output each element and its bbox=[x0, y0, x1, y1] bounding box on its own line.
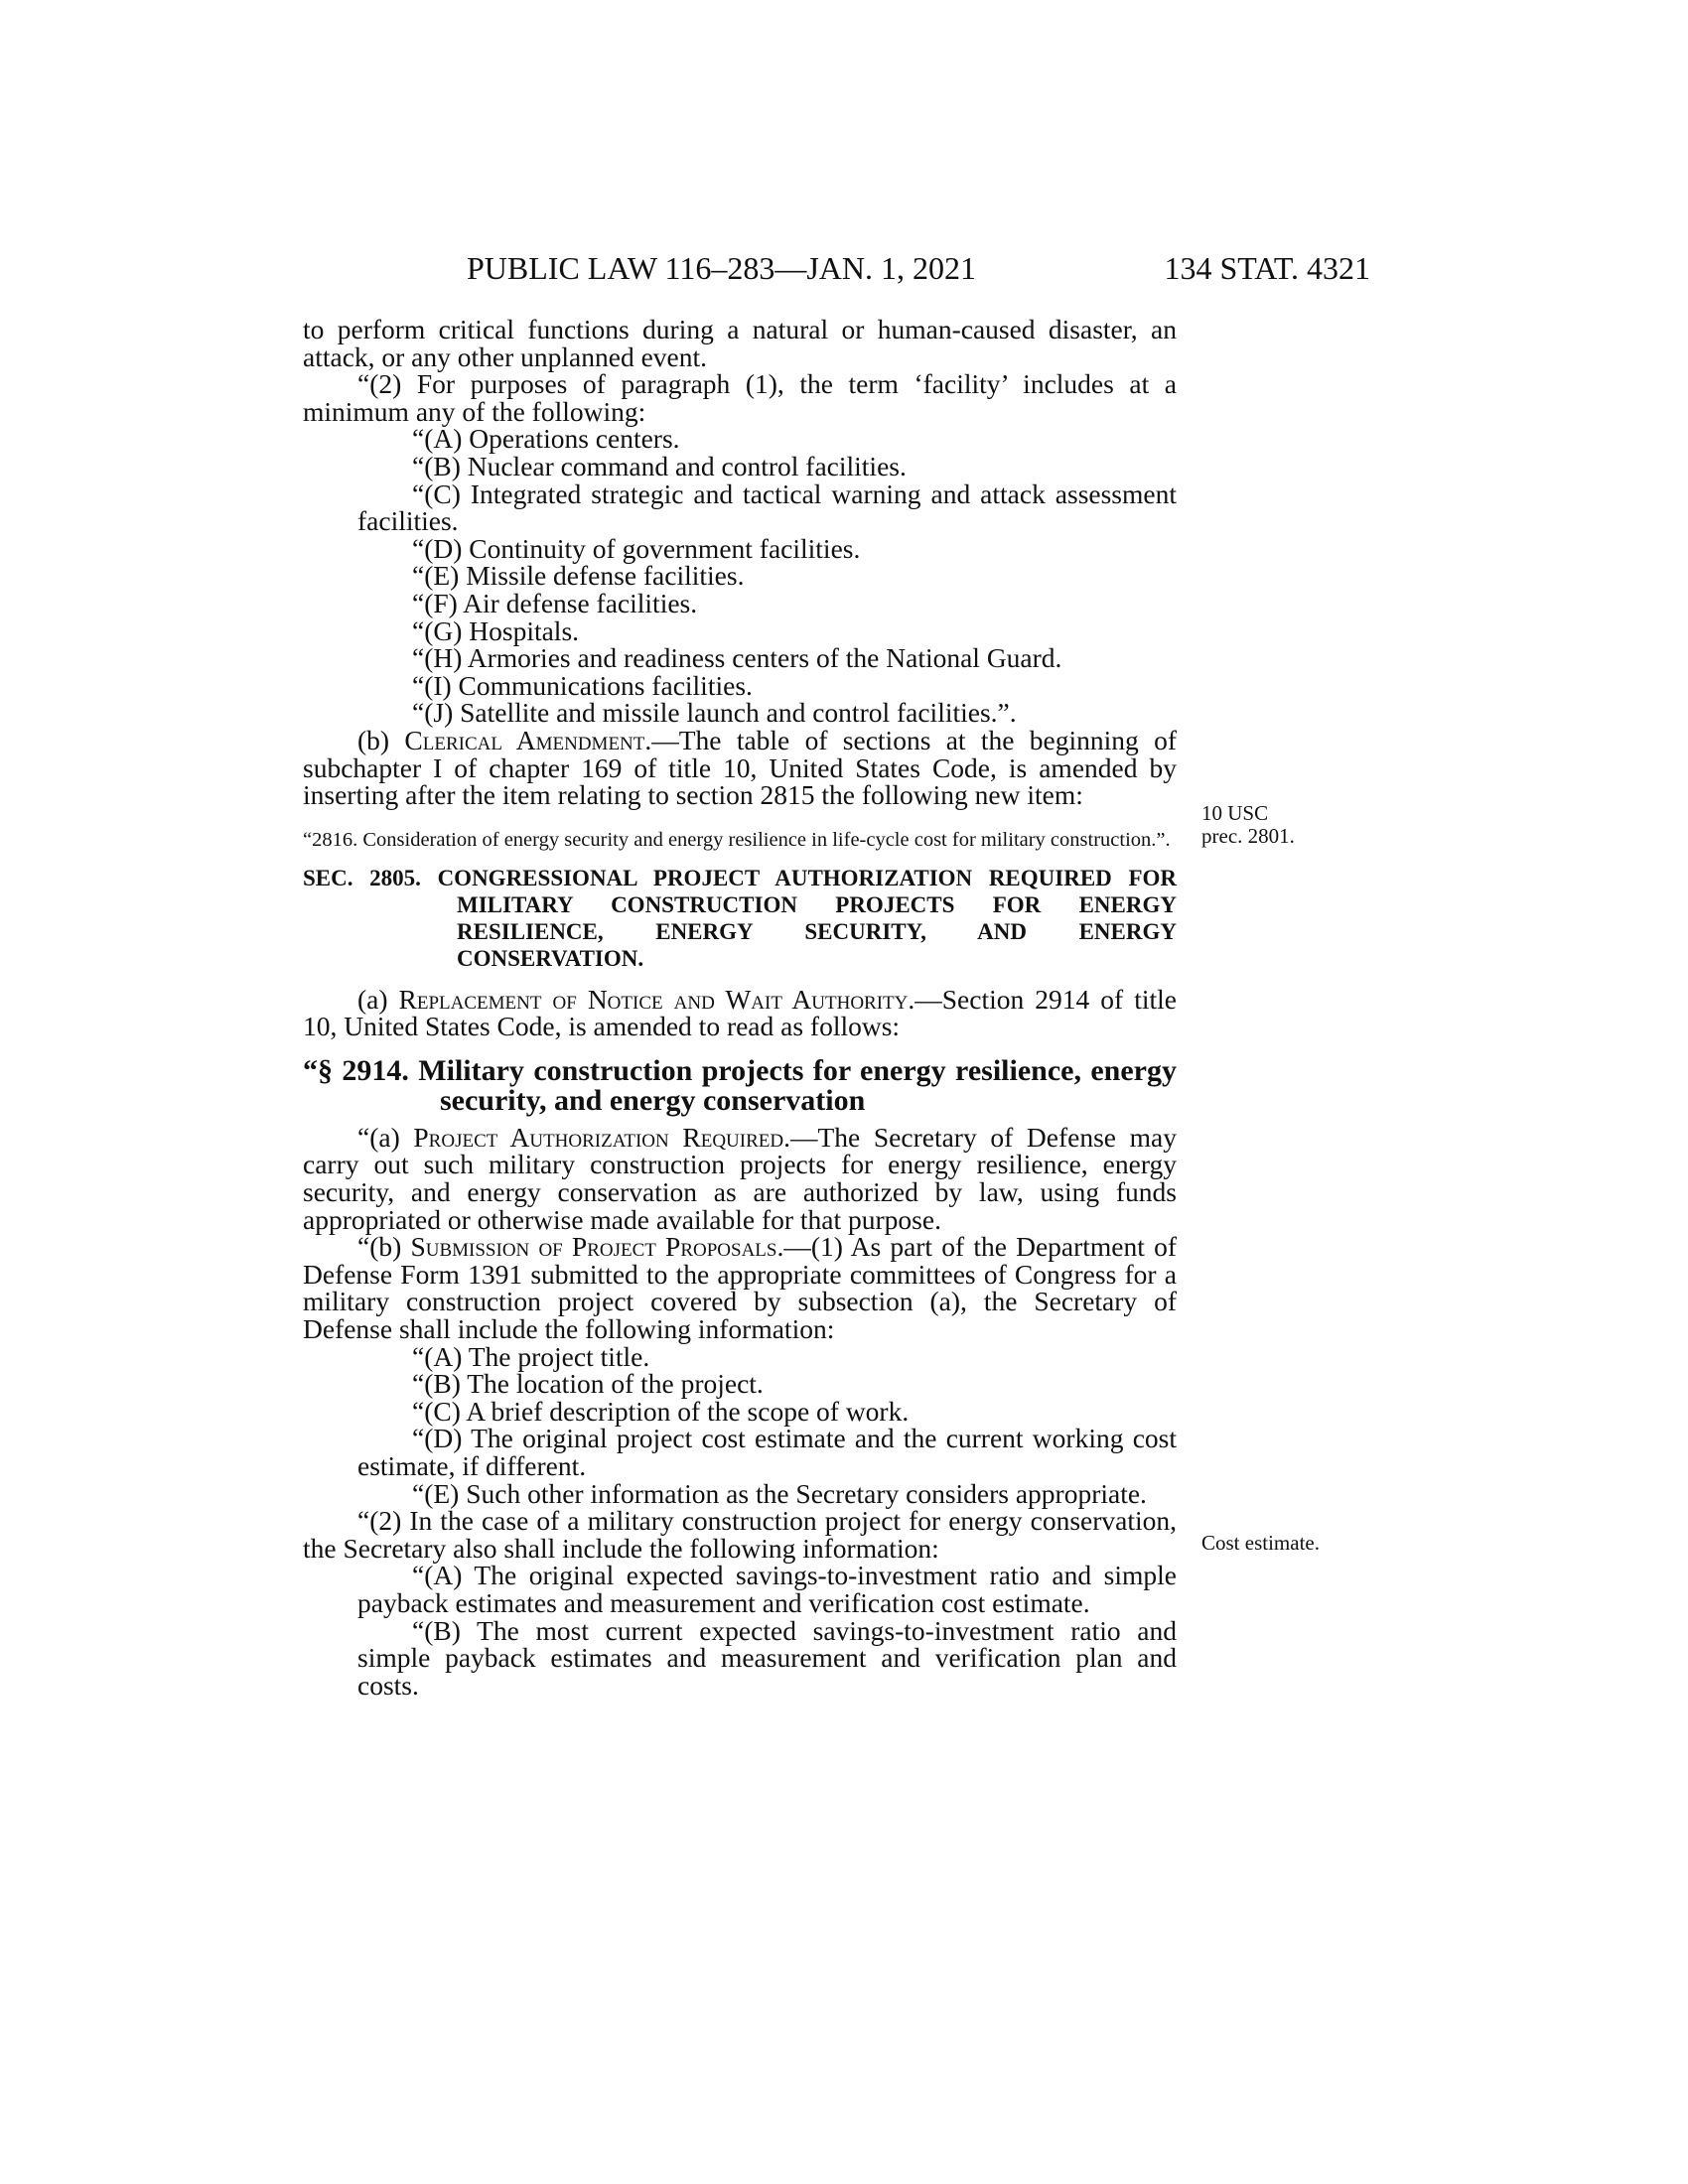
list-item-h: “(H) Armories and readiness centers of the National Guard. bbox=[412, 642, 1062, 674]
clerical-label: (b) bbox=[357, 724, 405, 755]
info-item-a: “(A) The project title. bbox=[412, 1340, 650, 1372]
list-item-a: “(A) Operations centers. bbox=[412, 423, 680, 455]
info-item-d: “(D) The original project cost estimate and the current working cost estimate, if different. bbox=[357, 1423, 1177, 1481]
list-item-c: “(C) Integrated strategic and tactical warning and attack assessment facilities. bbox=[357, 478, 1177, 537]
section-2914-heading: “§ 2914. Military construction projects for energy resilience, energy security, and energy conservation bbox=[303, 1053, 1177, 1117]
list-item-j: “(J) Satellite and missile launch and control facilities.”. bbox=[412, 697, 1017, 729]
list-item-d: “(D) Continuity of government facilities. bbox=[412, 532, 861, 564]
paragraph-energy-conservation: “(2) In the case of a military construction project for energy conservation, the Secretary also shall include the following information: bbox=[303, 1505, 1177, 1564]
info-item-b: “(B) The location of the project. bbox=[412, 1368, 764, 1400]
document-body bbox=[303, 316, 1177, 1699]
info-item-e: “(E) Such other information as the Secretary considers appropriate. bbox=[412, 1477, 1147, 1509]
paragraph-clerical-amendment bbox=[303, 724, 1177, 811]
list-item-e: “(E) Missile defense facilities. bbox=[412, 560, 745, 592]
margin-note-cost-estimate: Cost estimate. bbox=[1201, 1531, 1320, 1555]
submission-label: “(b) bbox=[357, 1231, 411, 1263]
list-item-f: “(F) Air defense facilities. bbox=[412, 587, 698, 618]
replacement-text: .—Section 2914 of title 10, United States Code, is amended to read as follows: bbox=[303, 983, 1177, 1042]
clerical-heading: Clerical Amendment bbox=[404, 724, 645, 755]
paragraph-continuation: to perform critical functions during a natural or human-caused disaster, an attack, or any other unplanned event. bbox=[303, 314, 1177, 372]
project-authorization-label: “(a) bbox=[357, 1121, 414, 1153]
margin-note-usc-line2: prec. 2801. bbox=[1201, 824, 1295, 848]
paragraph-2: “(2) For purposes of paragraph (1), the term ‘facility’ includes at a minimum any of the following: bbox=[303, 368, 1177, 427]
section-2805-heading: SEC. 2805. CONGRESSIONAL PROJECT AUTHORIZATION REQUIRED FOR MILITARY CONSTRUCTION PROJECTS FOR ENERGY RESILIENCE, ENERGY SECURITY, AND ENERGY CONSERVATION. bbox=[303, 865, 1177, 971]
conservation-item-a: “(A) The original expected savings-to-investment ratio and simple payback estimates and measurement and verification cost estimate. bbox=[357, 1560, 1177, 1618]
paragraph-submission bbox=[303, 1231, 1177, 1345]
margin-note-usc-line1: 10 USC bbox=[1201, 801, 1269, 825]
paragraph-replacement bbox=[303, 983, 1177, 1042]
project-authorization-text: .—The Secretary of Defense may carry out such military construction projects for energy resilience, energy security, and energy conservation as are authorized by law, using funds appropriated or otherwise made available for that purpose. bbox=[303, 1121, 1177, 1235]
submission-heading: Submission of Project Proposals bbox=[410, 1231, 777, 1263]
list-item-b: “(B) Nuclear command and control facilities. bbox=[412, 450, 907, 481]
table-of-sections-item: “2816. Consideration of energy security and energy resilience in life-cycle cost for military construction.”. bbox=[303, 828, 1171, 851]
submission-text: .—(1) As part of the Department of Defense Form 1391 submitted to the appropriate committees of Congress for a military construction project covered by subsection (a), the Secretary of Defense shall include the following information: bbox=[303, 1231, 1177, 1345]
list-item-i: “(I) Communications facilities. bbox=[412, 669, 753, 701]
conservation-item-b: “(B) The most current expected savings-to-investment ratio and simple payback estimates and measurement and verification plan and costs. bbox=[357, 1614, 1177, 1701]
project-authorization-heading: Project Authorization Required bbox=[413, 1121, 784, 1153]
list-item-g: “(G) Hospitals. bbox=[412, 614, 580, 646]
info-item-c: “(C) A brief description of the scope of work. bbox=[412, 1395, 910, 1427]
clerical-text: .—The table of sections at the beginning of subchapter I of chapter 169 of title 10, United States Code, is amended by inserting after the item relating to section 2815 the following new item: bbox=[303, 724, 1177, 811]
replacement-heading: Replacement of Notice and Wait Authority bbox=[398, 983, 909, 1015]
paragraph-project-authorization bbox=[303, 1121, 1177, 1235]
page-header bbox=[467, 250, 1370, 290]
page-stat-number: 134 STAT. 4321 bbox=[1164, 250, 1370, 286]
margin-note-usc bbox=[1201, 802, 1295, 848]
replacement-label: (a) bbox=[357, 983, 399, 1015]
running-head-title: PUBLIC LAW 116–283—JAN. 1, 2021 bbox=[467, 250, 976, 286]
